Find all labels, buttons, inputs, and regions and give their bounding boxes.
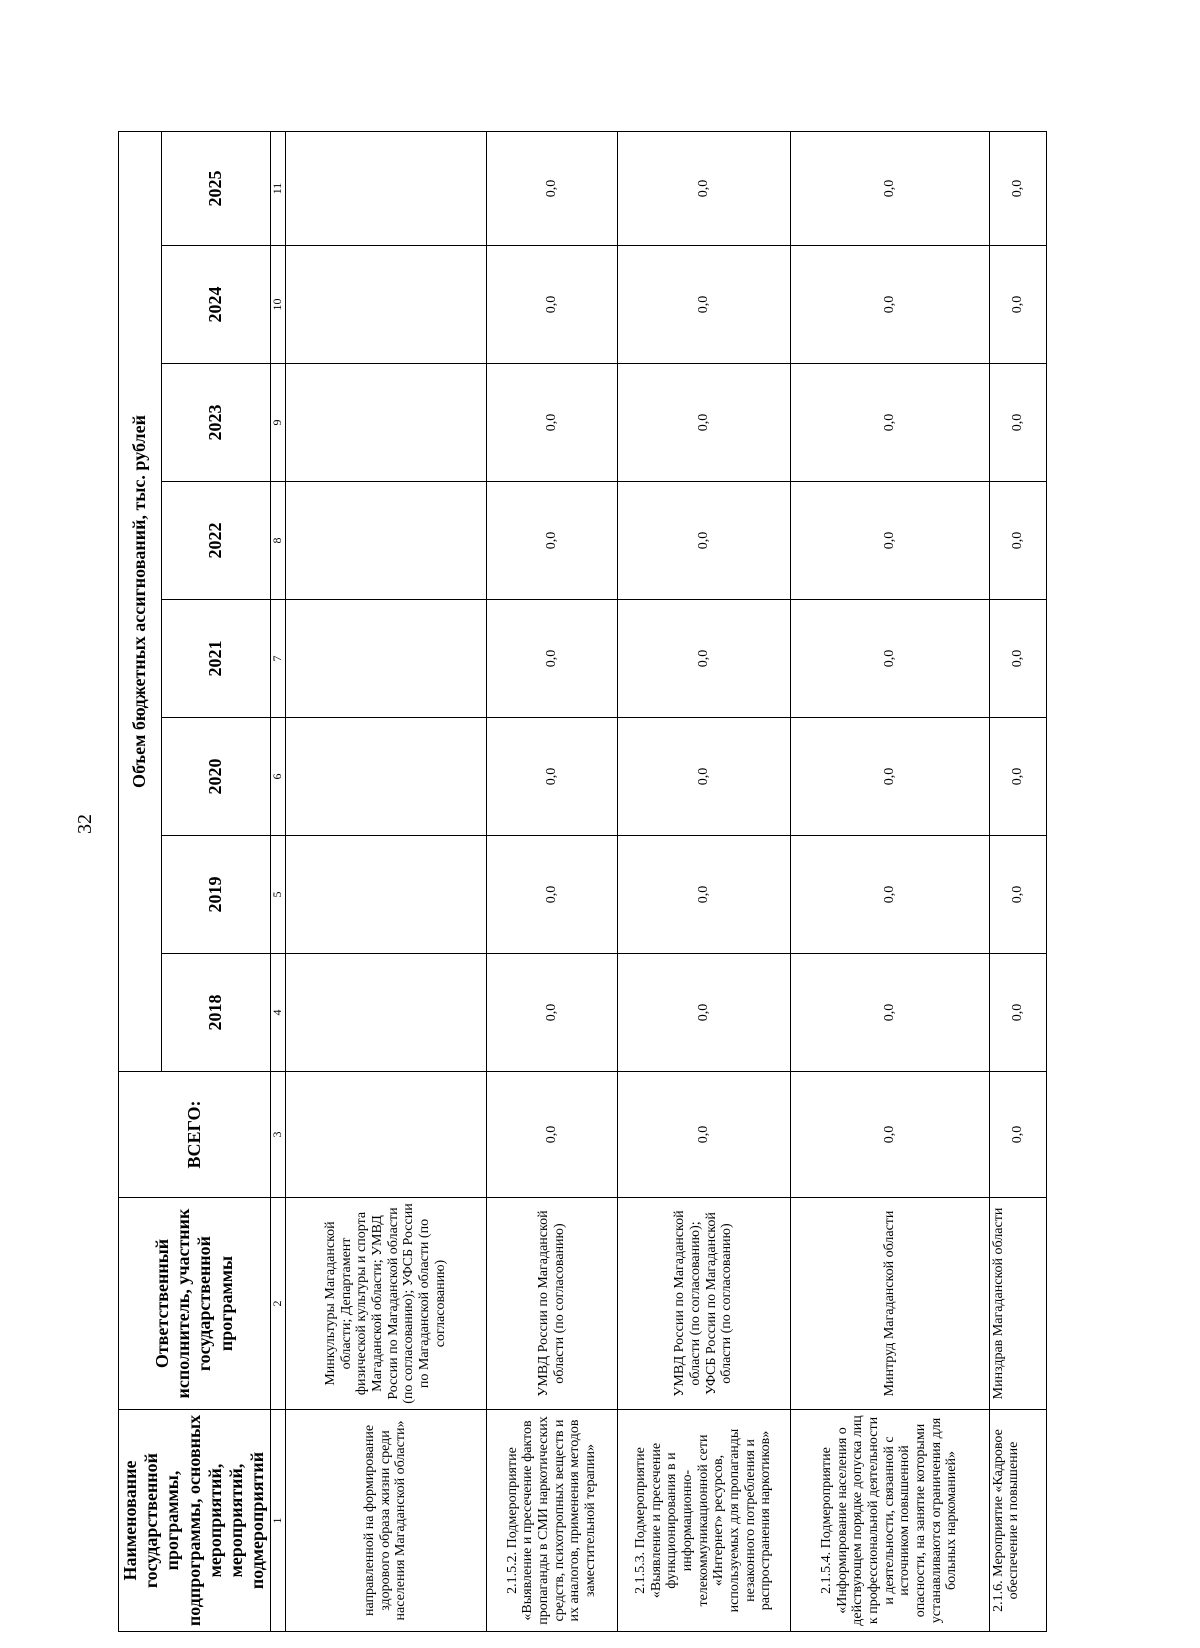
- row-value-cell: 0,0: [790, 482, 989, 600]
- row-value-cell: 0,0: [486, 131, 617, 245]
- column-number: 8: [270, 482, 285, 600]
- row-executor-cell: Минтруд Магаданской области: [790, 1198, 989, 1410]
- row-total-cell: 0,0: [989, 1072, 1046, 1198]
- row-value-cell: 0,0: [989, 364, 1046, 482]
- table-row: [285, 131, 486, 1631]
- row-value-cell: 0,0: [790, 600, 989, 718]
- header-year: 2020: [162, 718, 271, 836]
- row-value-cell: 0,0: [617, 246, 790, 364]
- row-name-cell: направленной на формирование здорового образа жизни среди населения Магаданской области»: [285, 1410, 486, 1632]
- budget-table: [118, 131, 1047, 1632]
- column-number: 5: [270, 836, 285, 954]
- row-value-cell: 0,0: [486, 836, 617, 954]
- row-value-cell: 0,0: [989, 482, 1046, 600]
- row-name-cell: 2.1.5.2. Подмероприятие «Выявление и пресечение фактов пропаганды в СМИ наркотических средств, психотропных веществ и их аналогов, применения методов заместительной терапии»: [486, 1410, 617, 1632]
- table-header: [119, 131, 286, 1631]
- row-value-cell: 0,0: [486, 482, 617, 600]
- row-value-cell: 0,0: [486, 246, 617, 364]
- row-value-cell: 0,0: [790, 836, 989, 954]
- header-budget-group: Объем бюджетных ассигнований, тыс. рублей: [119, 131, 162, 1071]
- row-value-cell: 0,0: [989, 718, 1046, 836]
- column-number: 7: [270, 600, 285, 718]
- column-number: 9: [270, 364, 285, 482]
- header-total: ВСЕГО:: [119, 1072, 271, 1198]
- row-total-cell: 0,0: [486, 1072, 617, 1198]
- row-value-cell: 0,0: [617, 836, 790, 954]
- row-value-cell: 0,0: [617, 954, 790, 1072]
- row-value-cell: [285, 131, 486, 245]
- header-year: 2023: [162, 364, 271, 482]
- table-body: [285, 131, 1046, 1631]
- column-number: 2: [270, 1198, 285, 1410]
- row-value-cell: [285, 482, 486, 600]
- row-value-cell: [285, 600, 486, 718]
- column-numbers-row: [270, 131, 285, 1631]
- row-value-cell: 0,0: [989, 600, 1046, 718]
- header-row: [119, 131, 162, 1631]
- column-number: 4: [270, 954, 285, 1072]
- row-value-cell: 0,0: [617, 482, 790, 600]
- row-value-cell: 0,0: [989, 246, 1046, 364]
- row-value-cell: 0,0: [790, 131, 989, 245]
- row-value-cell: 0,0: [486, 364, 617, 482]
- row-value-cell: 0,0: [989, 131, 1046, 245]
- row-value-cell: [285, 954, 486, 1072]
- table-row: [790, 131, 989, 1631]
- row-total-cell: 0,0: [617, 1072, 790, 1198]
- row-value-cell: 0,0: [790, 718, 989, 836]
- page-number: 32: [74, 814, 96, 834]
- table-row: [617, 131, 790, 1631]
- header-year: 2019: [162, 836, 271, 954]
- header-year: 2024: [162, 246, 271, 364]
- row-value-cell: [285, 246, 486, 364]
- row-value-cell: 0,0: [617, 131, 790, 245]
- row-value-cell: 0,0: [790, 246, 989, 364]
- header-year: 2022: [162, 482, 271, 600]
- row-value-cell: 0,0: [617, 718, 790, 836]
- row-value-cell: 0,0: [989, 954, 1046, 1072]
- row-value-cell: 0,0: [486, 954, 617, 1072]
- table-row: [486, 131, 617, 1631]
- row-executor-cell: Минкультуры Магаданской области; Департамент физической культуры и спорта Магаданской области; УМВД России по Магаданской области (по согласованию); УФСБ России по Магаданской области (по согласованию): [285, 1198, 486, 1410]
- row-executor-cell: УМВД России по Магаданской области (по согласованию): [486, 1198, 617, 1410]
- row-name-cell: 2.1.6. Мероприятие «Кадровое обеспечение и повышение: [989, 1410, 1046, 1632]
- header-name: Наименование государственной программы, подпрограммы, основных мероприятий, мероприятий, подмероприятий: [119, 1410, 271, 1632]
- column-number: 6: [270, 718, 285, 836]
- column-number: 1: [270, 1410, 285, 1632]
- column-number: 11: [270, 131, 285, 245]
- row-value-cell: [285, 718, 486, 836]
- row-value-cell: 0,0: [486, 718, 617, 836]
- header-year: 2018: [162, 954, 271, 1072]
- column-number: 3: [270, 1072, 285, 1198]
- row-value-cell: 0,0: [617, 600, 790, 718]
- row-total-cell: 0,0: [790, 1072, 989, 1198]
- row-value-cell: 0,0: [790, 954, 989, 1072]
- row-value-cell: [285, 836, 486, 954]
- header-executor: Ответственный исполнитель, участник государственной программы: [119, 1198, 271, 1410]
- row-value-cell: 0,0: [790, 364, 989, 482]
- row-executor-cell: УМВД России по Магаданской области (по согласованию); УФСБ России по Магаданской области (по согласованию): [617, 1198, 790, 1410]
- row-total-cell: [285, 1072, 486, 1198]
- table-row: [989, 131, 1046, 1631]
- row-value-cell: 0,0: [989, 836, 1046, 954]
- column-number: 10: [270, 246, 285, 364]
- row-name-cell: 2.1.5.3. Подмероприятие «Выявление и пресечение функционирования в и информационно-телекоммуникационной сети «Интернет» ресурсов, используемых для пропаганды незаконного потребления и распространения наркотиков»: [617, 1410, 790, 1632]
- row-value-cell: 0,0: [617, 364, 790, 482]
- header-year: 2025: [162, 131, 271, 245]
- header-year: 2021: [162, 600, 271, 718]
- row-value-cell: [285, 364, 486, 482]
- row-executor-cell: Минздрав Магаданской области: [989, 1198, 1046, 1410]
- row-value-cell: 0,0: [486, 600, 617, 718]
- row-name-cell: 2.1.5.4. Подмероприятие «Информирование населения о действующем порядке допуска лиц к профессиональной деятельности и деятельности, связанной с источником повышенной опасности, на занятие которыми устанавливаются ограничения для больных наркоманией»: [790, 1410, 989, 1632]
